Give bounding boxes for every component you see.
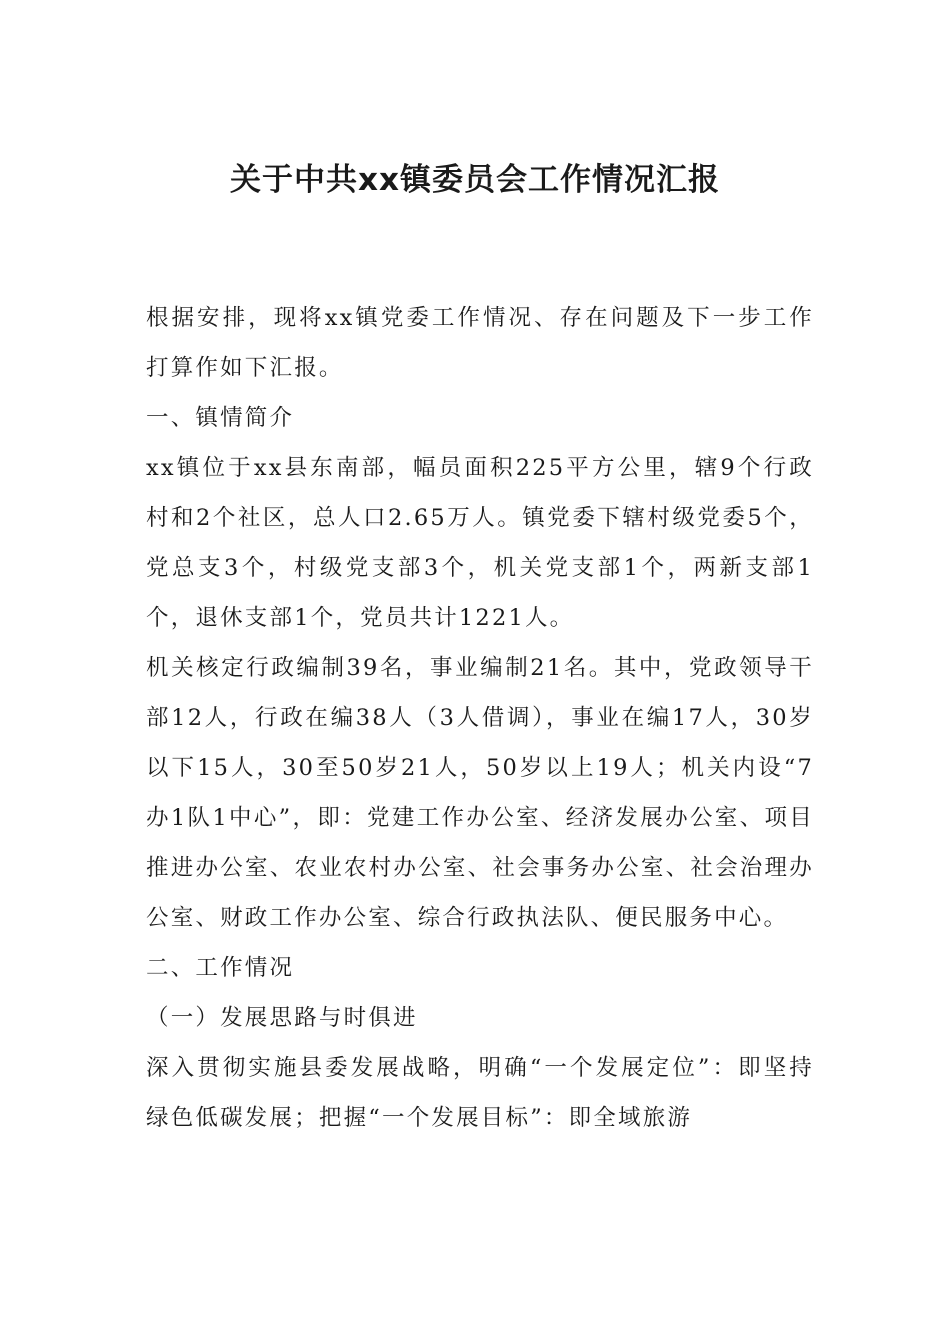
document-title: 关于中共xx镇委员会工作情况汇报 — [230, 162, 720, 198]
subsection-heading-development: （一）发展思路与时俱进 — [146, 1005, 418, 1031]
section-heading-overview: 一、镇情简介 — [146, 405, 295, 431]
overview-paragraph: xx镇位于xx县东南部，幅员面积225平方公里，辖9个行政村和2个社区，总人口2.65万人。镇党委下辖村级党委5个，党总支3个，村级党支部3个，机关党支部1个，两新支部1个，退休支部1个，党员共计1221人。 — [146, 455, 814, 631]
development-paragraph: 深入贯彻实施县委发展战略，明确“一个发展定位”：即坚持绿色低碳发展；把握“一个发展目标”：即全域旅游 — [146, 1055, 814, 1131]
intro-paragraph: 根据安排，现将xx镇党委工作情况、存在问题及下一步工作打算作如下汇报。 — [146, 305, 814, 381]
section-heading-work: 二、工作情况 — [146, 955, 295, 981]
document-body — [146, 293, 814, 1143]
staffing-paragraph: 机关核定行政编制39名，事业编制21名。其中，党政领导干部12人，行政在编38人（3人借调），事业在编17人，30岁以下15人，30至50岁21人，50岁以上19人；机关内设“7办1队1中心”，即：党建工作办公室、经济发展办公室、项目推进办公室、农业农村办公室、社会事务办公室、社会治理办公室、财政工作办公室、综合行政执法队、便民服务中心。 — [146, 655, 814, 931]
